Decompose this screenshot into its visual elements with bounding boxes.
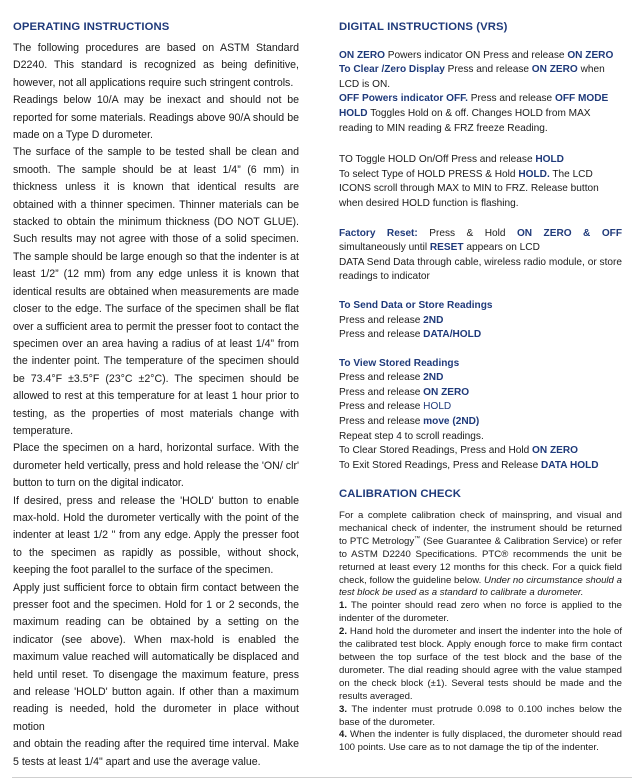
- digital-instructions-heading: DIGITAL INSTRUCTIONS (VRS): [339, 21, 508, 33]
- text: Press and release: [339, 386, 424, 398]
- text: Toggles Hold on & off. Changes HOLD from MAX reading to MIN reading & FRZ freeze Reading.: [339, 107, 591, 134]
- paragraph: Readings below 10/A may be inexact and should not be reported for some materials. Readings above 90/A should be made on a Type D durometer.: [13, 94, 299, 142]
- hold-instructions: [339, 153, 622, 211]
- text: Press and release: [339, 416, 424, 428]
- text: &: [571, 227, 602, 239]
- key-label: ON ZERO: [423, 386, 470, 398]
- text: Press & Hold: [417, 227, 517, 239]
- paragraph: Place the specimen on a hard, horizontal surface. With the durometer held vertically, press and hold release the 'ON/ clr' button to turn on the digital indicator.: [13, 442, 299, 490]
- calibration-step: [339, 600, 622, 626]
- text: simultaneously until: [339, 242, 430, 254]
- text: Press and release: [339, 329, 424, 341]
- text: For a complete calibration check of mainspring, and visual and mechanical check of indenter, the instrument should be returned to PTC Metrology: [339, 510, 622, 547]
- key-label: OFF Powers indicator OFF.: [339, 93, 468, 105]
- key-label: 2ND: [423, 372, 444, 384]
- text: Repeat step 4 to scroll readings.: [339, 430, 484, 442]
- paragraph: The surface of the sample to be tested shall be clean and smooth. The sample should be at least 1/4” (6 mm) in thickness unless it is known that identical results are obtained with a thinner specimen. Thinner materials can be stacked to obtain the minimum thickness (DO NOT GLUE). Such results may not agree with those of a solid specimen. The sample should be large enough so that the indenter is at least 1/2” (12 mm) from any edge unless it is known that identical results are obtained when measurements are made closer to the edge. The surface of the specimen shall be flat over a sufficient area to permit the presser foot to contact the specimen over an area having a radius of at least 1/4” from the indenter point. The temperature of the specimen should be 73.4°F ±3.5°F (23°C ±2°C). The specimen should be allowed to rest at this temperature for at least 1 hour prior to testing, as the properties of most materials change with temperature.: [13, 146, 299, 437]
- send-data-instructions: [339, 299, 622, 343]
- step-number: 2.: [339, 626, 348, 638]
- paragraph: and obtain the reading after the required time interval. Make 5 tests at least 1/4" apart and use the average value.: [13, 738, 299, 768]
- page-bottom-rule: [12, 777, 632, 778]
- key-label: ON ZERO: [532, 445, 578, 457]
- text: TO Toggle HOLD On/Off Press and release: [339, 154, 536, 166]
- factory-reset-instructions: [339, 227, 622, 285]
- text: Press and release: [339, 372, 424, 384]
- text: The indenter must protrude 0.098 to 0.100 inches below the base of the durometer.: [339, 703, 622, 728]
- paragraph: If desired, press and release the 'HOLD' button to enable max-hold. Hold the durometer vertically with the point of the indenter at least 1/2 " from any edge. Apply the presser foot to the specimen as rapidly as possible, without shock, keeping the foot parallel to the surface of the specimen.: [13, 494, 299, 577]
- key-label: ON ZERO: [339, 49, 385, 61]
- key-label: HOLD: [423, 401, 452, 413]
- text: Hand hold the durometer and insert the indenter into the hole of the calibrated test block. Apply enough force to make firm contact between the top surface of the test block and the base of the durometer. The dial reading should agree with the value stamped on the check block (±1). Several tests should be made and the results averaged.: [339, 626, 622, 702]
- view-stored-instructions: [339, 357, 622, 474]
- text: When the indenter is fully displaced, the durometer should read 100 points. Use care as to not damage the tip of the indenter.: [339, 729, 622, 754]
- calibration-intro: [339, 510, 622, 600]
- text: (See Guarantee & Calibration Service) or refer to ASTM D2240 Specifications. PTC® recommends the unit be returned at least every 12 months for this check. For a quick field check, follow the guideline below.: [339, 535, 622, 586]
- calibration-body: [339, 510, 622, 755]
- key-label: Factory Reset:: [339, 227, 418, 239]
- trademark: ™: [414, 535, 421, 542]
- calibration-step: [339, 626, 622, 703]
- warning-text: Under no circumstance should a test block be used as a standard to calibrate a durometer.: [339, 574, 622, 599]
- calibration-step: [339, 704, 622, 730]
- digital-instructions-column: [339, 0, 622, 755]
- power-instructions: [339, 49, 622, 137]
- text: To Clear Stored Readings, Press and Hold: [339, 445, 533, 457]
- operating-instructions-body: [13, 40, 299, 771]
- step-number: 3.: [339, 703, 348, 715]
- key-label: RESET: [429, 242, 464, 254]
- key-label: To Clear /Zero Display: [339, 64, 445, 76]
- key-label: ON ZERO: [567, 49, 614, 61]
- key-label: HOLD.: [518, 168, 550, 180]
- text: when LCD is ON.: [339, 64, 605, 90]
- key-label: ON ZERO: [516, 227, 572, 239]
- step-number: 1.: [339, 600, 348, 612]
- text: Press and release: [468, 93, 555, 105]
- subheading: To Send Data or Store Readings: [339, 299, 493, 311]
- paragraph: The following procedures are based on ASTM Standard D2240. This standard is recognized as being definitive, however, not all applications require such stringent controls.: [13, 42, 299, 89]
- text: The LCD ICONS scroll through MAX to MIN to FRZ. Release button when desired HOLD function is flashing.: [339, 168, 599, 209]
- text: DATA Send Data through cable, wireless radio module, or store readings to indicator: [339, 256, 622, 283]
- key-label: DATA/HOLD: [423, 329, 482, 341]
- key-label: DATA HOLD: [540, 459, 599, 471]
- subheading: To View Stored Readings: [339, 357, 460, 369]
- text: Press and release: [444, 64, 532, 76]
- key-label: OFF: [601, 227, 622, 239]
- text: To Exit Stored Readings, Press and Release: [339, 459, 541, 471]
- calibration-step: [339, 729, 622, 755]
- operating-instructions-heading: OPERATING INSTRUCTIONS: [13, 21, 170, 33]
- text: Powers indicator ON Press and release: [384, 49, 568, 61]
- text: appears on LCD: [463, 242, 540, 254]
- key-label: 2ND: [423, 314, 444, 326]
- key-label: OFF MODE: [554, 93, 609, 105]
- paragraph: Apply just sufficient force to obtain firm contact between the presser foot and the specimen. Hold for 1 or 2 seconds, the maximum reading can be obtained by a setting on the indicator (see above). When max-hold is enabled the maximum value reached will automatically be displaced and held until reset. To disengage the maximum feature, press and release 'HOLD' button again. If other than a maximum reading is needed, hold the durometer in place without motion: [13, 581, 299, 733]
- calibration-check-heading: CALIBRATION CHECK: [339, 488, 461, 501]
- key-label: HOLD: [339, 107, 368, 119]
- key-label: HOLD: [535, 154, 564, 166]
- text: Press and release: [339, 401, 424, 413]
- key-label: move (2ND): [423, 416, 480, 428]
- text: To select Type of HOLD PRESS & Hold: [339, 168, 519, 180]
- text: Press and release: [339, 314, 424, 326]
- key-label: ON ZERO: [531, 64, 578, 76]
- text: The pointer should read zero when no force is applied to the indenter of the durometer.: [339, 600, 622, 625]
- step-number: 4.: [339, 729, 348, 741]
